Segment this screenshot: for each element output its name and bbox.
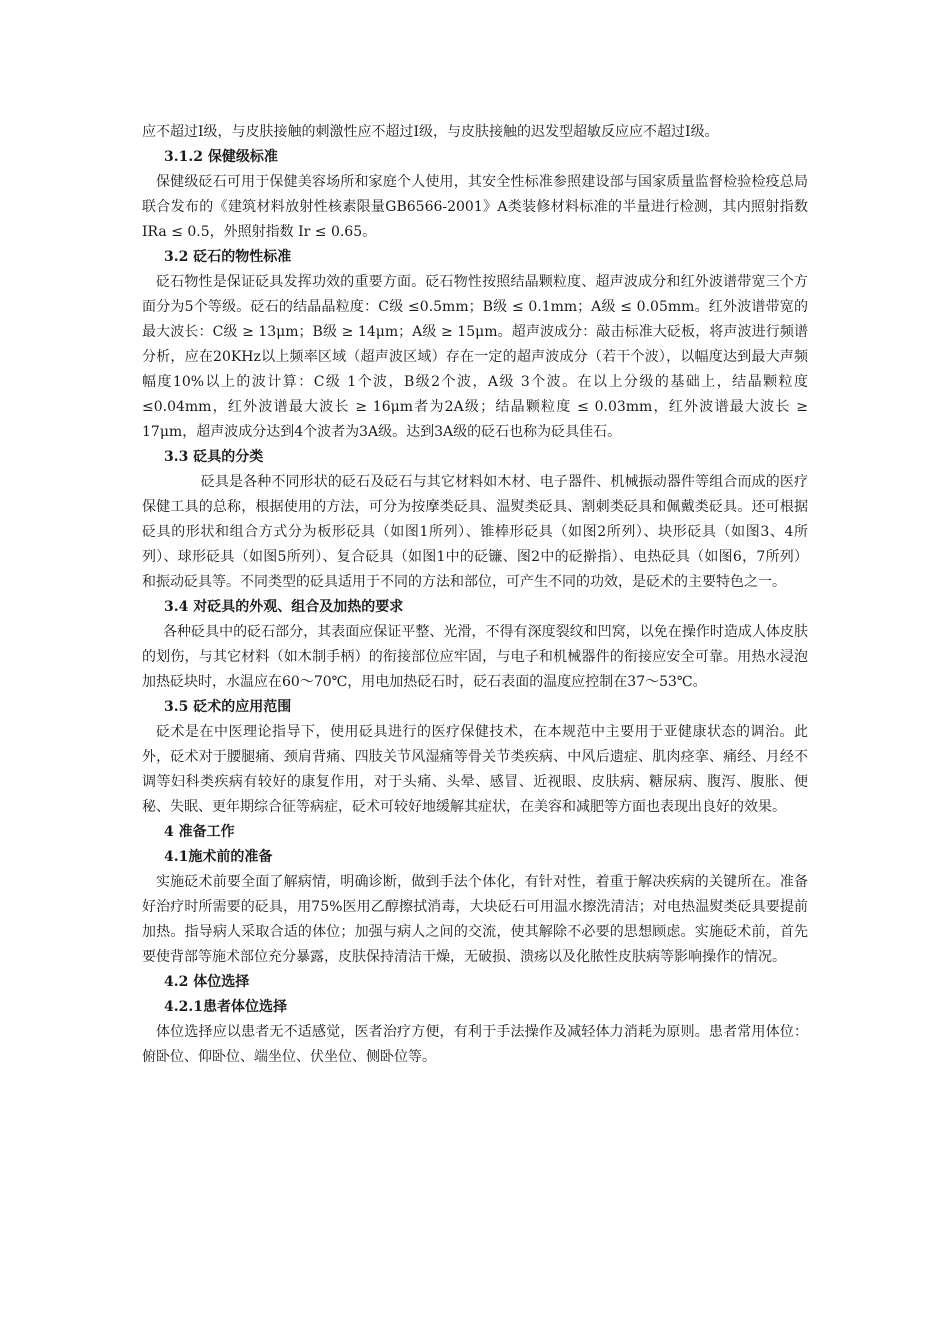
heading-3-1-2: 3.1.2 保健级标准 xyxy=(164,149,278,165)
heading-3-5: 3.5 砭术的应用范围 xyxy=(164,699,292,715)
paragraph-preparation: 实施砭术前要全面了解病情，明确诊断，做到手法个体化，有针对性，着重于解决疾病的关键所在。准备好治疗时所需要的砭具，用75%医用乙醇擦拭消毒，大块砭石可用温水擦洗清洁；对电热温熨类砭具要提前加热。指导病人采取合适的体位；加强与病人之间的交流，使其解除不必要的思想顾虑。实施砭术前，首先要使背部等施术部位充分暴露，皮肤保持清洁干燥，无破损、溃疡以及化脓性皮肤病等影响操作的情况。 xyxy=(142,874,808,965)
paragraph-continued: 应不超过Ⅰ级，与皮肤接触的刺激性应不超过Ⅰ级，与皮肤接触的迟发型超敏反应应不超过Ⅰ级。 xyxy=(142,124,719,140)
heading-4-1: 4.1施术前的准备 xyxy=(164,849,273,865)
heading-4-2: 4.2 体位选择 xyxy=(164,974,250,990)
paragraph-tool-requirements: 各种砭具中的砭石部分，其表面应保证平整、光滑，不得有深度裂纹和凹窝，以免在操作时造成人体皮肤的划伤，与其它材料（如木制手柄）的衔接部位应牢固，与电子和机械器件的衔接应安全可靠。用热水浸泡加热砭块时，水温应在60～70℃，用电加热砭石时，砭石表面的温度应控制在37～53℃。 xyxy=(142,624,808,690)
paragraph-patient-position: 体位选择应以患者无不适感觉，医者治疗方便，有利于手法操作及减轻体力消耗为原则。患者常用体位：俯卧位、仰卧位、端坐位、伏坐位、侧卧位等。 xyxy=(142,1024,808,1065)
heading-3-4: 3.4 对砭具的外观、组合及加热的要求 xyxy=(164,599,404,615)
heading-3-3: 3.3 砭具的分类 xyxy=(164,449,264,465)
paragraph-physical-properties: 砭石物性是保证砭具发挥功效的重要方面。砭石物性按照结晶颗粒度、超声波成分和红外波谱带宽三个方面分为5个等级。砭石的结晶晶粒度：C级 ≤0.5mm；B级 ≤ 0.1mm；A级 ≤ 0.05mm。红外波谱带宽的最大波长：C级 ≥ 13μm；B级 ≥ 14μm；A级 ≥ 15μm。超声波成分：敲击标准大砭板，将声波进行频谱分析，应在20KHz以上频率区域（超声波区域）存在一定的超声波成分（若干个波），以幅度达到最大声频幅度10%以上的波计算：C级 1个波，B级2个波，A级 3个波。在以上分级的基础上，结晶颗粒度≤0.04mm，红外波谱最大波长 ≥ 16μm者为2A级；结晶颗粒度 ≤ 0.03mm，红外波谱最大波长 ≥ 17μm，超声波成分达到4个波者为3A级。达到3A级的砭石也称为砭具佳石。 xyxy=(142,274,808,440)
paragraph-tool-classification: 砭具是各种不同形状的砭石及砭石与其它材料如木材、电子器件、机械振动器件等组合而成的医疗保健工具的总称，根据使用的方法，可分为按摩类砭具、温熨类砭具、割刺类砭具和佩戴类砭具。还可根据砭具的形状和组合方式分为板形砭具（如图1所列）、锥棒形砭具（如图2所列）、块形砭具（如图3、4所列）、球形砭具（如图5所列）、复合砭具（如图1中的砭镰、图2中的砭擀指）、电热砭具（如图6，7所列）和振动砭具等。不同类型的砭具适用于不同的方法和部位，可产生不同的功效，是砭术的主要特色之一。 xyxy=(142,474,808,590)
paragraph-health-standard: 保健级砭石可用于保健美容场所和家庭个人使用，其安全性标准参照建设部与国家质量监督检验检疫总局联合发布的《建筑材料放射性核素限量GB6566-2001》A类装修材料标准的半量进行检测，其内照射指数 IRa ≤ 0.5，外照射指数 Ir ≤ 0.65。 xyxy=(142,174,808,240)
paragraph-application-scope: 砭术是在中医理论指导下，使用砭具进行的医疗保健技术，在本规范中主要用于亚健康状态的调治。此外，砭术对于腰腿痛、颈肩背痛、四肢关节风湿痛等骨关节类疾病、中风后遗症、肌肉痉挛、痛经、月经不调等妇科类疾病有较好的康复作用，对于头痛、头晕、感冒、近视眼、皮肤病、糖尿病、腹泻、腹胀、便秘、失眠、更年期综合征等病症，砭术可较好地缓解其症状，在美容和减肥等方面也表现出良好的效果。 xyxy=(142,724,808,815)
heading-4-2-1: 4.2.1患者体位选择 xyxy=(164,999,287,1015)
heading-4: 4 准备工作 xyxy=(164,824,235,840)
heading-3-2: 3.2 砭石的物性标准 xyxy=(164,249,292,265)
document-body xyxy=(142,120,808,1070)
